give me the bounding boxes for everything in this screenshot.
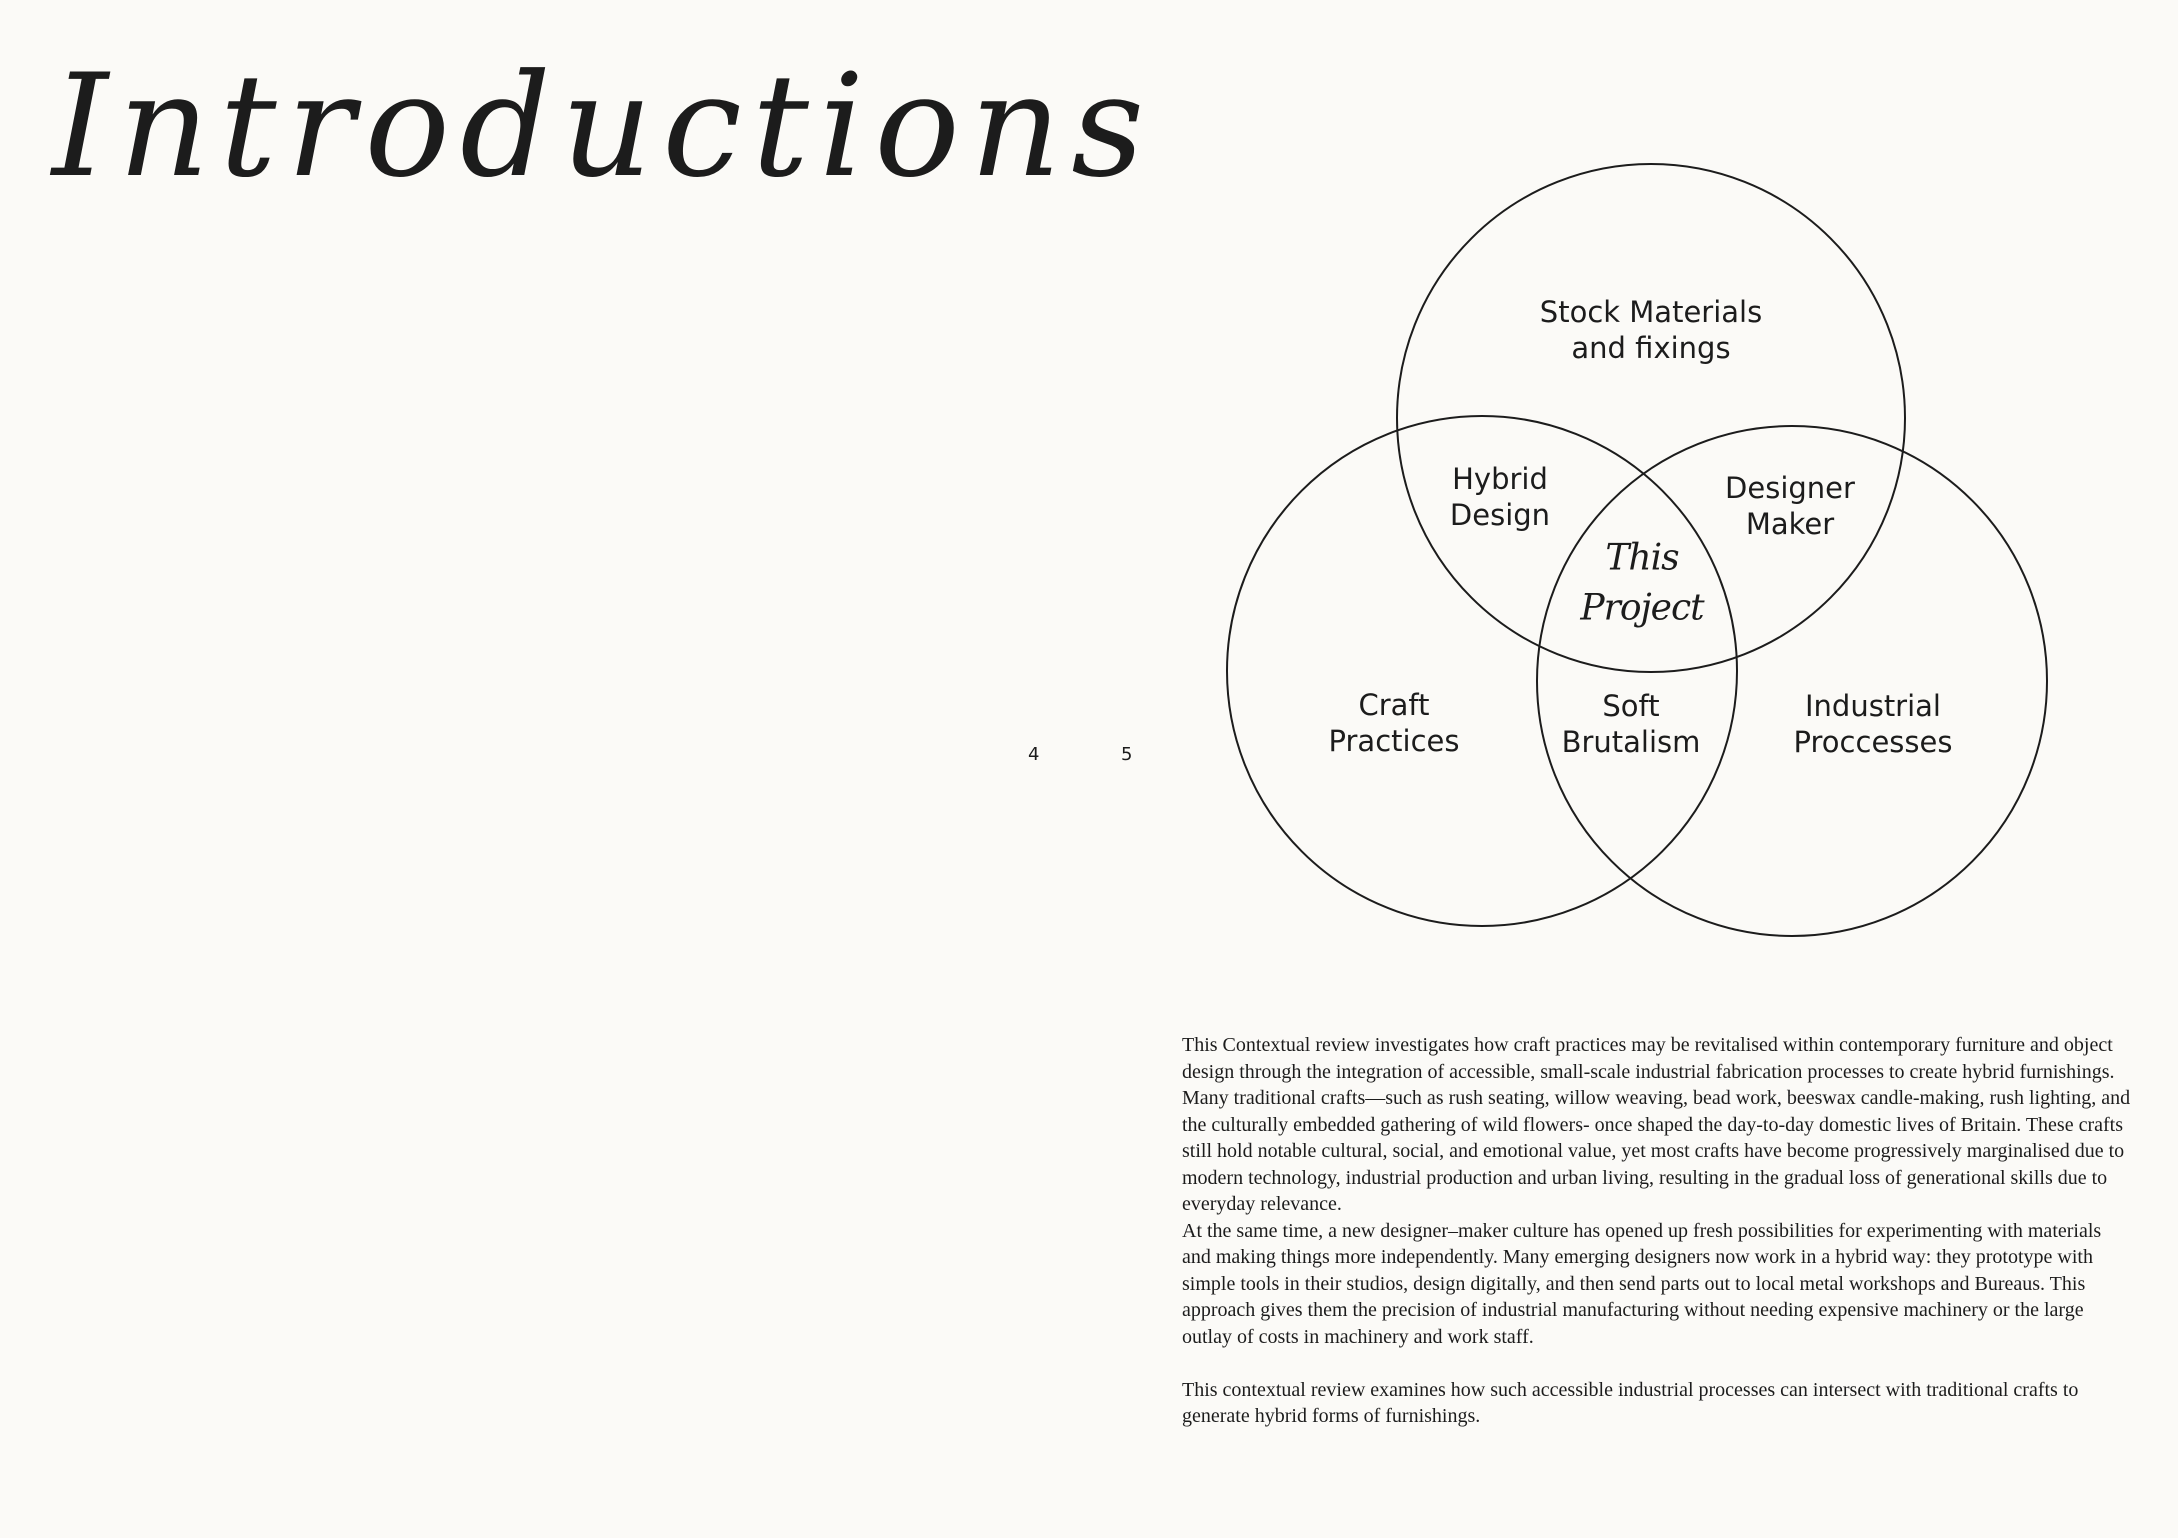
page-title: Introductions (52, 44, 1155, 209)
venn-label-right-line-1: Industrial (1804, 688, 1941, 723)
venn-label-center (1580, 534, 1703, 635)
page-number-left: 4 (1028, 744, 1040, 765)
venn-label-top-line-2: and fixings (1571, 331, 1731, 365)
venn-label-top (1540, 294, 1762, 367)
venn-label-bottom-line-1: Soft (1602, 688, 1660, 723)
venn-label-top-left-line-1: Hybrid (1452, 461, 1548, 496)
venn-label-left-line-2: Practices (1328, 724, 1460, 758)
venn-label-bottom-line-2: Brutalism (1561, 725, 1701, 759)
venn-label-center-line-2: Project (1580, 588, 1704, 629)
body-text (1182, 1032, 2132, 1430)
venn-label-top-left-line-2: Design (1449, 498, 1551, 532)
venn-label-right-line-2: Proccesses (1793, 725, 1953, 759)
venn-label-left (1329, 687, 1460, 760)
venn-label-bottom (1562, 688, 1701, 761)
venn-label-top-right (1725, 470, 1855, 543)
venn-label-top-right-line-1: Designer (1725, 470, 1855, 505)
venn-label-right (1794, 688, 1953, 761)
venn-label-center-line-1: This (1605, 537, 1679, 579)
body-paragraph-1: This Contextual review investigates how craft practices may be revitalised within contemporary furniture and object design through the integration of accessible, small-scale industrial fabrication processes to create hybrid furnishings. Many traditional crafts—such as rush seating, willow weaving, bead work, beeswax candle-making, rush lighting, and the culturally embedded gathering of wild flowers- once shaped the day-to-day domestic lives of Britain. These crafts still hold notable cultural, social, and emotional value, yet most crafts have become progressively marginalised due to modern technology, industrial production and urban living, resulting in the gradual loss of generational skills due to everyday relevance. (1182, 1034, 2131, 1215)
venn-label-top-line-1: Stock Materials (1539, 294, 1763, 329)
body-paragraph-3: This contextual review examines how such accessible industrial processes can intersect with traditional crafts to generate hybrid forms of furnishings. (1182, 1378, 2079, 1427)
venn-label-left-line-1: Craft (1358, 687, 1430, 722)
venn-label-top-left (1450, 461, 1550, 534)
page-number-right: 5 (1121, 744, 1133, 765)
venn-label-top-right-line-2: Maker (1745, 507, 1835, 541)
body-paragraph-2: At the same time, a new designer–maker culture has opened up fresh possibilities for experimenting with materials and making things more independently. Many emerging designers now work in a hybrid way: they prototype with simple tools in their studios, design digitally, and then send parts out to local metal workshops and Bureaus. This approach gives them the precision of industrial manufacturing without needing expensive machinery or the large outlay of costs in machinery and work staff. (1182, 1219, 2102, 1348)
